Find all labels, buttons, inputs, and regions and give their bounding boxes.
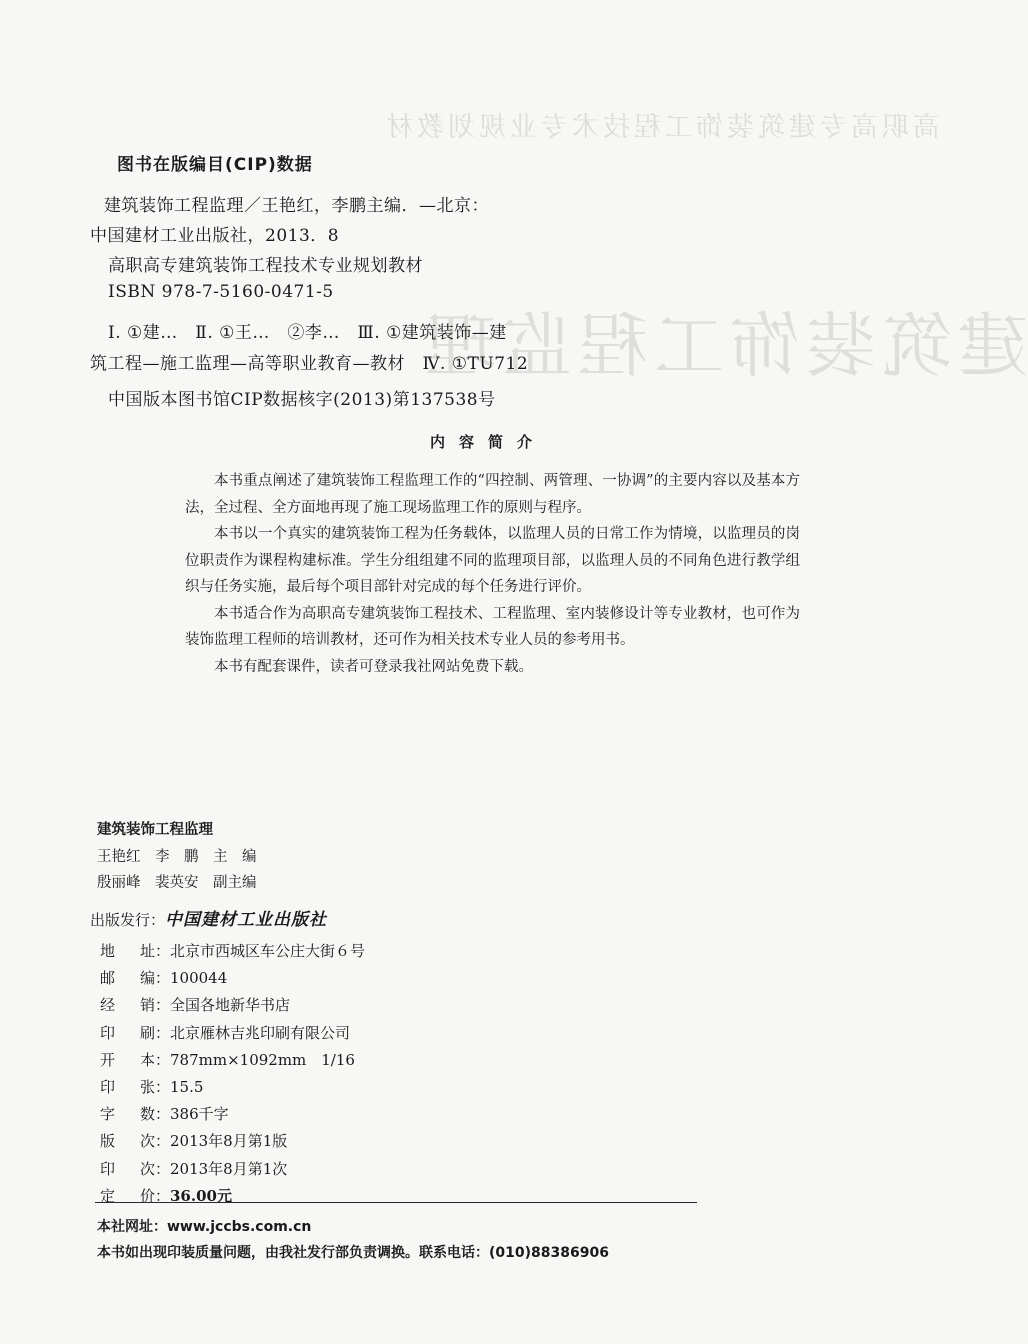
info-label: 印 张 ： <box>100 1076 170 1097</box>
intro-heading: 内容简介 <box>430 433 547 451</box>
publication-info <box>100 937 365 1209</box>
bleed-through-series: 高职高专建筑装饰工程技术专业规划教材 <box>382 112 940 143</box>
quality-notice: 本书如出现印装质量问题，由我社发行部负责调换。联系电话：(010)88386906 <box>97 1245 609 1261</box>
info-row-word-count <box>100 1100 365 1127</box>
book-title: 建筑装饰工程监理 <box>97 822 213 838</box>
cip-line-series: 高职高专建筑装饰工程技术专业规划教材 <box>108 256 423 276</box>
cip-line-publisher: 中国建材工业出版社，2013．8 <box>90 226 340 246</box>
info-value: 2013年8月第1次 <box>170 1159 288 1178</box>
info-value: 15.5 <box>170 1077 204 1096</box>
publisher-label: 出版发行： <box>90 911 166 929</box>
bleed-through-title: 建筑装饰工程监理 <box>420 305 1028 387</box>
info-row-address <box>100 937 365 964</box>
intro-paragraph: 本书重点阐述了建筑装饰工程监理工作的“四控制、两管理、一协调”的主要内容以及基本方法，全过程、全方面地再现了施工现场监理工作的原则与程序。 <box>185 473 800 516</box>
info-row-sheets <box>100 1073 365 1100</box>
info-row-price <box>100 1182 365 1209</box>
info-row-printer <box>100 1019 365 1046</box>
info-value: 787mm×1092mm 1/16 <box>170 1050 355 1069</box>
info-label: 开 本 ： <box>100 1049 170 1070</box>
info-value: 100044 <box>170 968 228 987</box>
info-label: 邮 编 ： <box>100 967 170 988</box>
publisher-logo: 中国建材工业出版社 <box>165 910 328 930</box>
info-label: 字 数 ： <box>100 1103 170 1124</box>
info-value: 2013年8月第1版 <box>170 1132 288 1151</box>
cip-line-verification: 中国版本图书馆CIP数据核字(2013)第137538号 <box>108 390 496 410</box>
info-value: 北京雁林吉兆印刷有限公司 <box>170 1023 351 1042</box>
cip-line-title: 建筑装饰工程监理／王艳红，李鹏主编．—北京： <box>104 196 489 216</box>
intro-body <box>185 468 800 680</box>
cip-heading: 图书在版编目(CIP)数据 <box>117 155 313 175</box>
info-label: 版 次 ： <box>100 1130 170 1151</box>
info-row-printing <box>100 1155 365 1182</box>
info-row-format <box>100 1046 365 1073</box>
cip-line-subject-2: 筑工程—施工监理—高等职业教育—教材 Ⅳ. ①TU712 <box>90 354 529 374</box>
intro-paragraph: 本书有配套课件，读者可登录我社网站免费下载。 <box>214 658 533 675</box>
publisher-website: 本社网址：www.jccbs.com.cn <box>97 1219 312 1235</box>
info-value: 北京市西城区车公庄大街６号 <box>170 942 366 961</box>
intro-paragraph: 本书适合作为高职高专建筑装饰工程技术、工程监理、室内装修设计等专业教材，也可作为装饰监理工程师的培训教材，还可作为相关技术专业人员的参考用书。 <box>185 605 800 648</box>
price-value: 36.00元 <box>170 1186 232 1205</box>
info-row-distributor <box>100 991 365 1018</box>
info-label: 定 价 ： <box>100 1185 170 1206</box>
associate-editors: 殷丽峰 裴英安 副主编 <box>97 875 257 891</box>
info-row-postcode <box>100 964 365 991</box>
info-label: 印 次 ： <box>100 1158 170 1179</box>
chief-editors: 王艳红 李 鹏 主 编 <box>97 849 257 865</box>
info-label: 经 销 ： <box>100 994 170 1015</box>
info-label: 印 刷 ： <box>100 1022 170 1043</box>
info-value: 386千字 <box>170 1105 229 1124</box>
info-value: 全国各地新华书店 <box>170 996 291 1015</box>
cip-line-subject-1: Ⅰ. ①建… Ⅱ. ①王… ②李… Ⅲ. ①建筑装饰—建 <box>108 323 507 343</box>
info-row-edition <box>100 1127 365 1154</box>
info-label: 地 址 ： <box>100 940 170 961</box>
cip-line-isbn: ISBN 978-7-5160-0471-5 <box>108 282 334 302</box>
divider-rule <box>95 1202 697 1203</box>
intro-paragraph: 本书以一个真实的建筑装饰工程为任务载体，以监理人员的日常工作为情境，以监理员的岗位职责作为课程构建标准。学生分组组建不同的监理项目部，以监理人员的不同角色进行教学组织与任务实施，最后每个项目部针对完成的每个任务进行评价。 <box>185 526 800 595</box>
publisher-row <box>90 905 327 930</box>
